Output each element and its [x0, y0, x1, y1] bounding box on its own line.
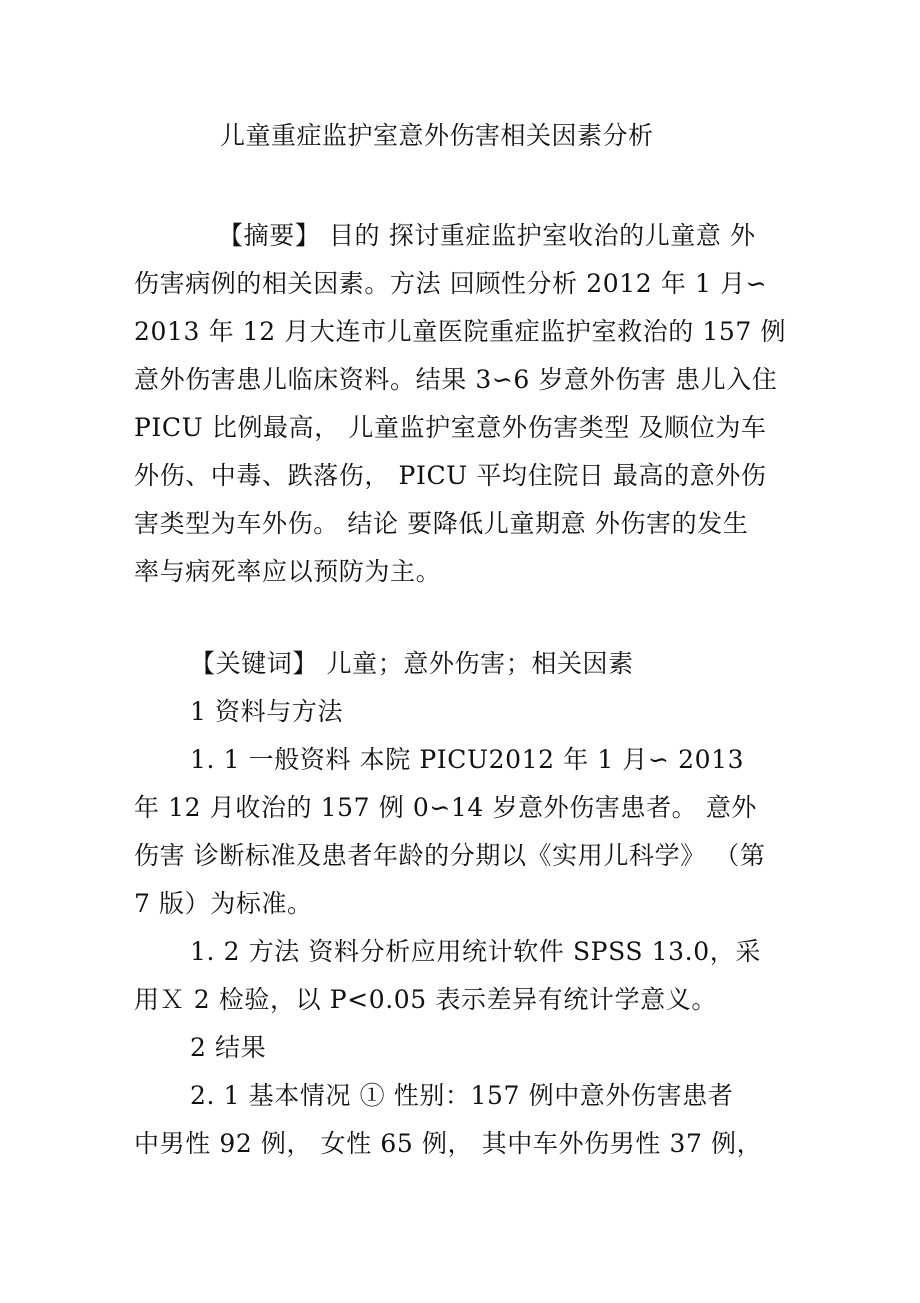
- keywords-line: 【关键词】 儿童；意外伤害；相关因素: [190, 649, 634, 678]
- section-1-heading: 1 资料与方法: [190, 697, 344, 726]
- section-2-heading: 2 结果: [190, 1033, 267, 1062]
- document-title: 儿童重症监护室意外伤害相关因素分析: [220, 121, 654, 150]
- section-1-1-line-4: 7 版）为标准。: [134, 889, 313, 918]
- abstract-line-5: PICU 比例最高， 儿童监护室意外伤害类型 及顺位为车: [134, 413, 767, 442]
- section-1-1-line-3: 伤害 诊断标准及患者年龄的分期以《实用儿科学》 （第: [134, 841, 766, 870]
- section-1-2-line-1: 1. 2 方法 资料分析应用统计软件 SPSS 13.0，采: [190, 937, 761, 966]
- abstract-line-6: 外伤、中毒、跌落伤， PICU 平均住院日 最高的意外伤: [134, 461, 767, 490]
- abstract-line-1: 【摘要】 目的 探讨重症监护室收治的儿童意 外: [218, 221, 756, 250]
- abstract-line-3: 2013 年 12 月大连市儿童医院重症监护室救治的 157 例: [134, 317, 787, 346]
- section-2-1-line-1: 2. 1 基本情况 ① 性别：157 例中意外伤害患者: [190, 1081, 734, 1110]
- abstract-line-8: 率与病死率应以预防为主。: [134, 557, 442, 586]
- abstract-line-4: 意外伤害患儿临床资料。结果 3∽6 岁意外伤害 患儿入住: [134, 365, 778, 394]
- section-2-1-line-2: 中男性 92 例， 女性 65 例， 其中车外伤男性 37 例，: [134, 1129, 763, 1158]
- abstract-line-7: 害类型为车外伤。 结论 要降低儿童期意 外伤害的发生: [134, 509, 749, 538]
- section-1-1-line-2: 年 12 月收治的 157 例 0∽14 岁意外伤害患者。 意外: [134, 793, 758, 822]
- section-1-1-line-1: 1. 1 一般资料 本院 PICU2012 年 1 月∽ 2013: [190, 745, 745, 774]
- section-1-2-line-2: 用Ｘ 2 检验，以 P<0.05 表示差异有统计学意义。: [134, 985, 717, 1014]
- abstract-line-2: 伤害病例的相关因素。方法 回顾性分析 2012 年 1 月∽: [134, 269, 768, 298]
